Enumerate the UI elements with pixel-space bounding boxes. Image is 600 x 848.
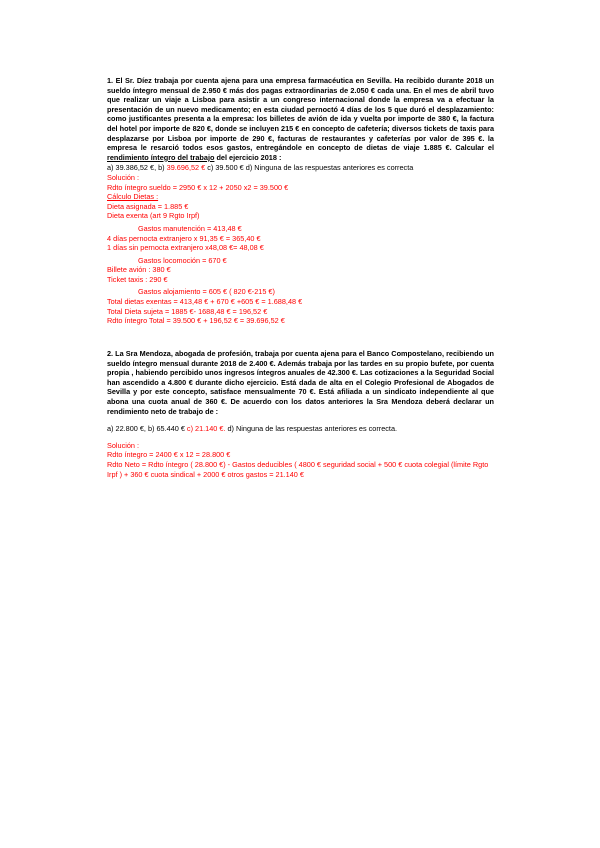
solution-line: 4 días pernocta extranjero x 91,35 € = 365,40 € (107, 233, 261, 243)
question-1-options (107, 163, 494, 173)
solution-line: Billete avión : 380 € (107, 265, 171, 275)
solution-subheading: Cálculo Dietas : (107, 192, 159, 202)
option-text-end: c) 39.500 € d) Ninguna de las respuestas anteriores es correcta (205, 163, 414, 173)
solution-heading: Solución : (107, 172, 140, 182)
solution-line: Rdto Neto = Rdto íntegro ( 28.800 €) - Gastos deducibles ( 4800 € seguridad social + 500 € cuota colegial (límite Rgto Irpf ) + 360 € cuota sindical + 2000 € otros gastos = 21.140 € (107, 459, 489, 479)
solution-line: Total dietas exentas = 413,48 € + 670 € +605 € = 1.688,48 € (107, 297, 303, 307)
solution-line: Dieta exenta (art 9 Rgto Irpf) (107, 211, 200, 221)
correct-option: 39.696,52 € (166, 163, 206, 173)
solution-line: Dieta asignada = 1.885 € (107, 201, 189, 211)
solution-line: 1 días sin pernocta extranjero x48,08 €= 48,08 € (107, 243, 264, 253)
question-2-statement: 2. La Sra Mendoza, abogada de profesión, trabaja por cuenta ajena para el Banco Compostelano, recibiendo un sueldo íntegro mensual durante 2018 de 2.400 €. Además trabaja por las tardes en su propio bufete, por cuenta propia , habiendo percibido unos ingresos íntegros anuales de 42.300 €. Las cotizaciones a la Seguridad Social han ascendido a 4.800 € durante dicho ejercicio. Está dada de alta en el Colegio Profesional de Abogados de Sevilla y por este concepto, satisface mensualmente 70 €. Está afiliada a un sindicato independiente al que abona una cuota anual de 360 €. De acuerdo con los datos anteriores la Sra Mendoza deberá declarar un rendimiento neto de trabajo de : (107, 349, 494, 416)
solution-heading: Solución : (107, 440, 140, 450)
solution-line: Gastos manutención = 413,48 € (138, 223, 242, 233)
solution-line: Gastos locomoción = 670 € (138, 255, 227, 265)
correct-option: c) 21.140 €. (186, 424, 226, 434)
solution-line: Total Dieta sujeta = 1885 €- 1688,48 € = 196,52 € (107, 306, 268, 316)
question-2-options (107, 424, 494, 434)
question-2-solution (107, 441, 494, 479)
option-text-end: d) Ninguna de las respuestas anteriores es correcta. (225, 424, 398, 434)
question-1-solution (107, 173, 494, 326)
question-1-text: 1. El Sr. Díez trabaja por cuenta ajena para una empresa farmacéutica en Sevilla. Ha recibido durante 2018 un sueldo íntegro mensual de 2.950 € más dos pagas extraordinarias de 2.050 € cada una. En el mes de abril tuvo que realizar un viaje a Lisboa para asistir a un congreso internacional donde la empresa va a efectuar la presentación de un nuevo medicamento; en esta ciudad pernoctó 4 días de los 5 que duró el desplazamiento: como justificantes presenta a la empresa: los billetes de avión de ida y vuelta por importe de 380 €, la factura del hotel por importe de 820 €, donde se incluyen 215 € en concepto de cafetería; diversos tickets de taxis para desplazarse por Lisboa por importe de 290 €, facturas de restaurantes y cafeterías por valor de 395 €. la empresa le resarció todos esos gastos, entregándole en concepto de dietas de viaje 1.885 €. Calcular el (107, 76, 494, 153)
question-1-statement (107, 76, 494, 162)
option-text: a) 22.800 €, b) 65.440 € (107, 424, 187, 434)
solution-line: Gastos alojamiento = 605 € ( 820 €-215 €) (138, 287, 275, 297)
solution-line: Rdto íntegro sueldo = 2950 € x 12 + 2050 x2 = 39.500 € (107, 182, 289, 192)
solution-line: Rdto íntegro Total = 39.500 € + 196,52 € = 39.696,52 € (107, 316, 285, 326)
solution-line: Ticket taxis : 290 € (107, 274, 168, 284)
solution-line: Rdto íntegro = 2400 € x 12 = 28.800 € (107, 450, 231, 460)
option-text: a) 39.386,52 €, b) (107, 163, 167, 173)
question-1-underlined: rendimiento íntegro del trabajo (107, 152, 215, 162)
question-1 (107, 76, 494, 326)
question-1-text-end: del ejercicio 2018 : (216, 152, 282, 162)
question-2 (107, 349, 494, 479)
